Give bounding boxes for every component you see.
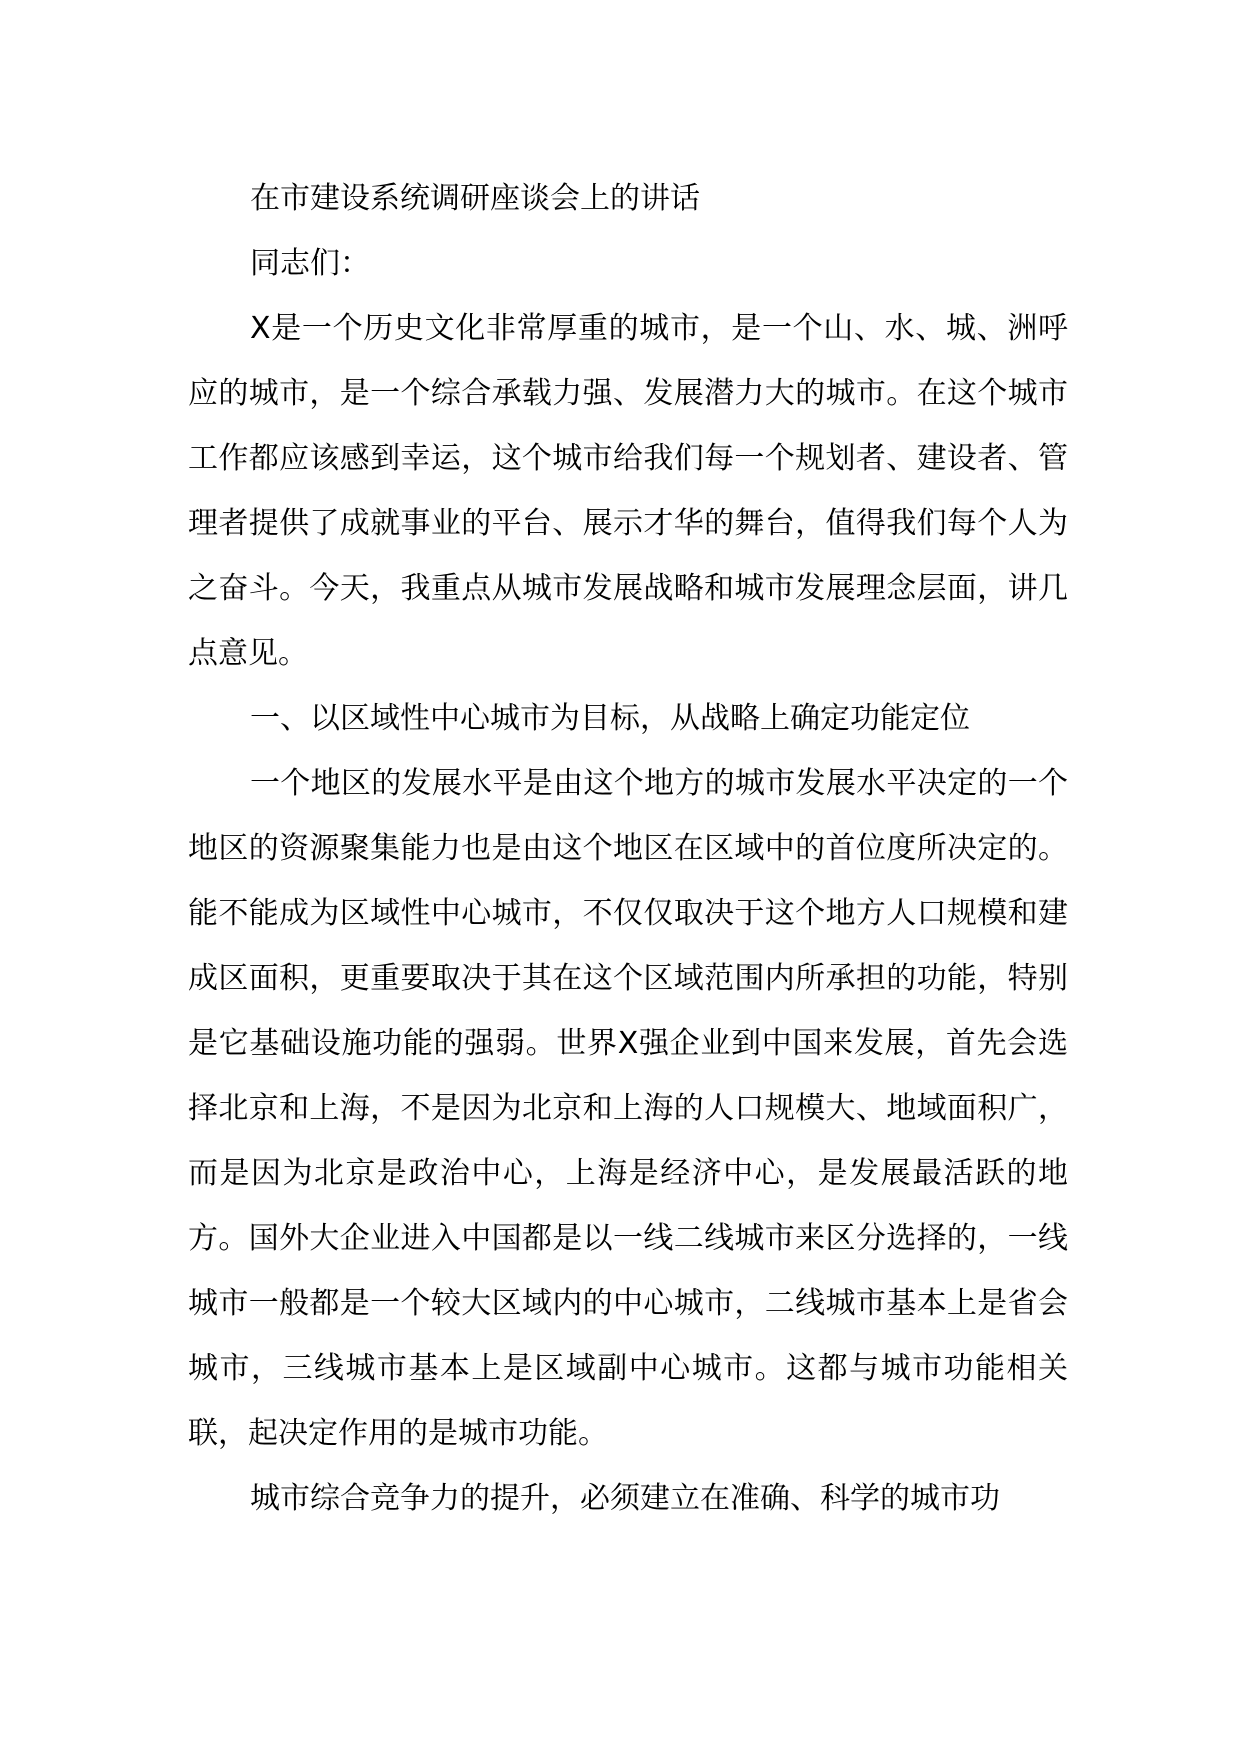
document-body xyxy=(188,166,1068,1531)
paragraph-body-2: 城市综合竞争力的提升，必须建立在准确、科学的城市功 xyxy=(250,1481,1000,1516)
section-heading-1: 一、以区域性中心城市为目标，从战略上确定功能定位 xyxy=(250,701,970,736)
salutation: 同志们： xyxy=(250,246,370,281)
document-title: 在市建设系统调研座谈会上的讲话 xyxy=(250,181,700,216)
paragraph-body-1: 一个地区的发展水平是由这个地方的城市发展水平决定的一个地区的资源聚集能力也是由这个地区在区域中的首位度所决定的。能不能成为区域性中心城市，不仅仅取决于这个地方人口规模和建成区面积，更重要取决于其在这个区域范围内所承担的功能，特别是它基础设施功能的强弱。世界X强企业到中国来发展，首先会选择北京和上海，不是因为北京和上海的人口规模大、地域面积广，而是因为北京是政治中心，上海是经济中心，是发展最活跃的地方。国外大企业进入中国都是以一线二线城市来区分选择的，一线城市一般都是一个较大区域内的中心城市，二线城市基本上是省会城市，三线城市基本上是区域副中心城市。这都与城市功能相关联，起决定作用的是城市功能。 xyxy=(188,766,1068,1451)
paragraph-intro: X是一个历史文化非常厚重的城市，是一个山、水、城、洲呼应的城市，是一个综合承载力强、发展潜力大的城市。在这个城市工作都应该感到幸运，这个城市给我们每一个规划者、建设者、管理者提供了成就事业的平台、展示才华的舞台，值得我们每个人为之奋斗。今天，我重点从城市发展战略和城市发展理念层面，讲几点意见。 xyxy=(188,311,1068,671)
